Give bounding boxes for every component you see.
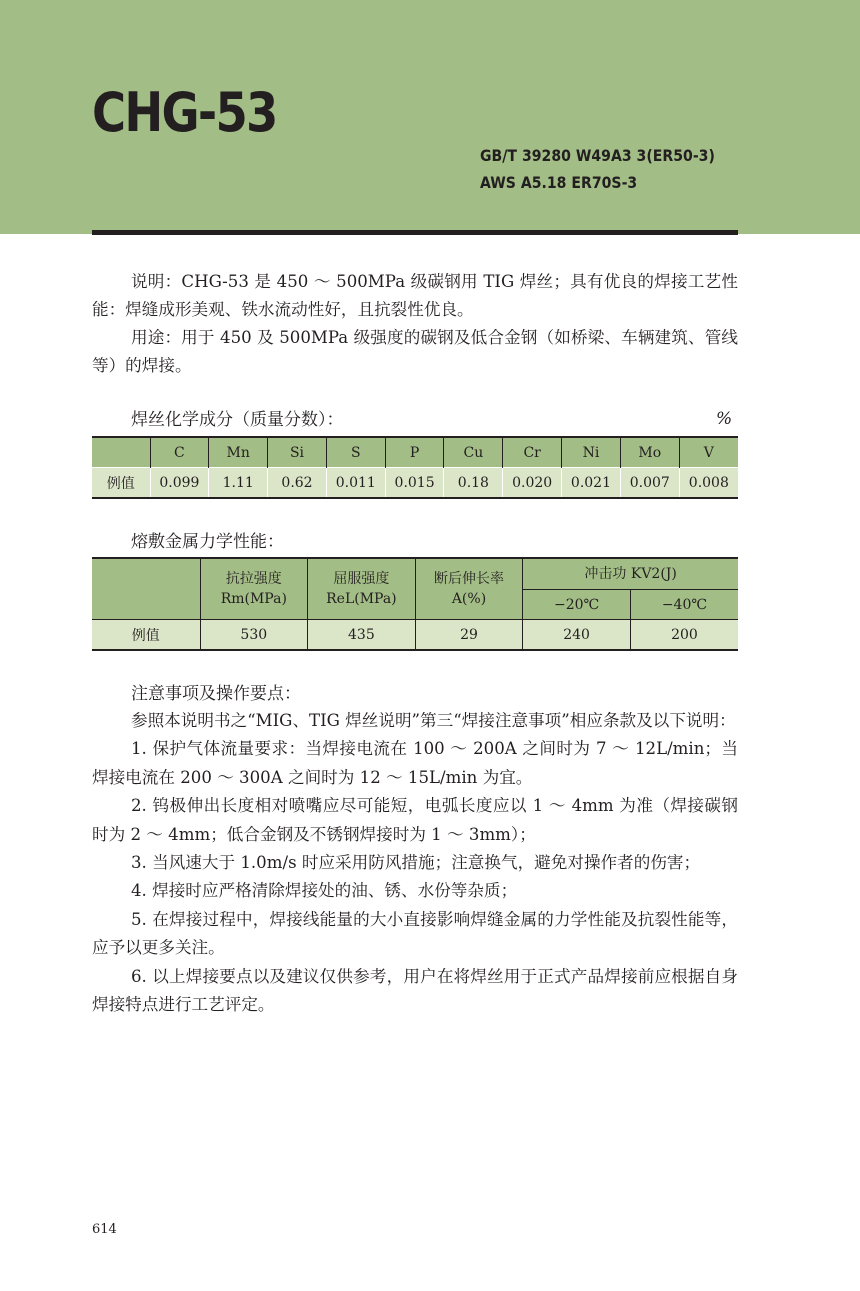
header-rule (92, 230, 738, 235)
tensile-header (200, 558, 308, 620)
standards-block (480, 142, 715, 196)
yield-name: 屈服强度 (333, 571, 390, 587)
chemistry-value-row (92, 468, 738, 499)
header-band (0, 0, 860, 234)
value-cell: 0.007 (620, 468, 679, 499)
header-cell: Si (268, 437, 327, 468)
header-cell: Ni (562, 437, 621, 468)
impact-temp-20: −20℃ (523, 590, 631, 620)
chemistry-title: 焊丝化学成分（质量分数）： (131, 410, 344, 430)
impact-temp-40: −40℃ (630, 590, 738, 620)
standard-gb: GB/T 39280 W49A3 3(ER50-3) (480, 146, 715, 165)
value-cell: 530 (200, 620, 308, 651)
mechanical-header-row (92, 558, 738, 590)
header-cell (92, 437, 150, 468)
header-cell: C (150, 437, 209, 468)
notes-intro: 参照本说明书之“MIG、TIG 焊丝说明”第三“焊接注意事项”相应条款及以下说明： (131, 711, 736, 730)
header-cell: Cr (503, 437, 562, 468)
value-cell: 200 (630, 620, 738, 651)
header-blank (92, 558, 200, 620)
value-cell: 0.015 (385, 468, 444, 499)
value-cell: 0.099 (150, 468, 209, 499)
percent-unit: % (716, 409, 733, 429)
description-paragraph (92, 268, 738, 324)
usage-text: ：用于 450 及 500MPa 级强度的碳钢及低合金钢（如桥梁、车辆建筑、管线等）的焊接。 (92, 328, 739, 375)
note-item: 6. 以上焊接要点以及建议仅供参考，用户在将焊丝用于正式产品焊接前应根据自身焊接特点进行工艺评定。 (92, 966, 738, 1015)
elongation-unit: A(%) (451, 591, 487, 607)
elongation-name: 断后伸长率 (433, 571, 504, 587)
usage-label: 用途 (131, 328, 165, 347)
chemistry-header-row (92, 437, 738, 468)
note-item: 5. 在焊接过程中，焊接线能量的大小直接影响焊缝金属的力学性能及抗裂性能等，应予以更多关注。 (92, 909, 738, 958)
yield-unit: ReL(MPa) (326, 591, 397, 607)
mechanical-table (92, 557, 738, 651)
header-cell: P (385, 437, 444, 468)
page-number: 614 (92, 1222, 117, 1237)
elongation-header (415, 558, 523, 620)
value-cell: 1.11 (209, 468, 268, 499)
header-cell: Mn (209, 437, 268, 468)
value-cell: 435 (308, 620, 416, 651)
value-cell: 240 (523, 620, 631, 651)
notes-title: 注意事项及操作要点： (131, 684, 301, 704)
tensile-name: 抗拉强度 (225, 571, 282, 587)
row-label: 例值 (92, 468, 150, 499)
value-cell: 0.011 (326, 468, 385, 499)
value-cell: 0.62 (268, 468, 327, 499)
mechanical-title: 熔敷金属力学性能： (131, 532, 284, 552)
usage-paragraph (92, 324, 738, 380)
yield-header (308, 558, 416, 620)
header-cell: S (326, 437, 385, 468)
header-cell: Mo (620, 437, 679, 468)
note-item: 1. 保护气体流量要求：当焊接电流在 100 ～ 200A 之间时为 7 ～ 12L/min；当焊接电流在 200 ～ 300A 之间时为 12 ～ 15L/min 为宜。 (92, 739, 738, 787)
header-cell: Cu (444, 437, 503, 468)
value-cell: 0.020 (503, 468, 562, 499)
header-cell: V (679, 437, 738, 468)
tensile-unit: Rm(MPa) (220, 591, 287, 607)
value-cell: 29 (415, 620, 523, 651)
value-cell: 0.008 (679, 468, 738, 499)
description-text: ：CHG-53 是 450 ～ 500MPa 级碳钢用 TIG 焊丝；具有优良的焊接工艺性能：焊缝成形美观、铁水流动性好，且抗裂性优良。 (92, 272, 739, 319)
note-item: 4. 焊接时应严格清除焊接处的油、锈、水份等杂质； (131, 881, 518, 901)
note-item: 3. 当风速大于 1.0m/s 时应采用防风措施；注意换气，避免对操作者的伤害； (131, 853, 701, 873)
note-item: 2. 钨极伸出长度相对喷嘴应尽可能短，电弧长度应以 1 ～ 4mm 为准（焊接碳钢时为 2 ～ 4mm；低合金钢及不锈钢焊接时为 1 ～ 3mm）； (92, 796, 738, 844)
impact-header: 冲击功 KV2(J) (523, 558, 738, 590)
notes-section (92, 681, 738, 1019)
description-label: 说明 (131, 272, 165, 291)
standard-aws: AWS A5.18 ER70S-3 (480, 173, 638, 192)
row-label: 例值 (92, 620, 200, 651)
mechanical-value-row (92, 620, 738, 651)
chemistry-table (92, 436, 738, 499)
value-cell: 0.18 (444, 468, 503, 499)
product-title: CHG-53 (92, 81, 277, 144)
value-cell: 0.021 (562, 468, 621, 499)
